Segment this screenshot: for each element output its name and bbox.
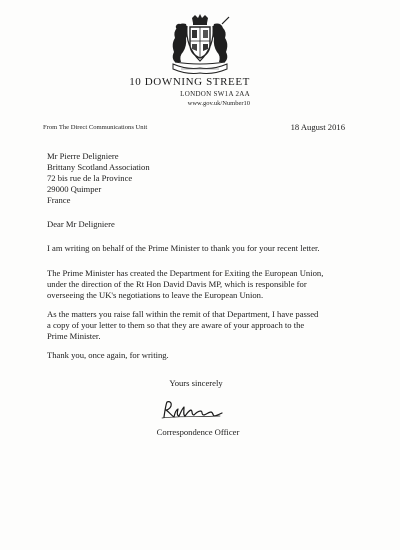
body-paragraph	[47, 243, 367, 254]
recipient-line: France	[47, 195, 71, 205]
body-line: overseeing the UK's negotiations to leave the European Union.	[47, 290, 264, 300]
body-line: I am writing on behalf of the Prime Minister to thank you for your recent letter.	[47, 243, 320, 253]
royal-coat-of-arms-icon	[159, 14, 241, 76]
body-line: a copy of your letter to them so that they are aware of your approach to the	[47, 320, 305, 330]
recipient-line: 29000 Quimper	[47, 184, 102, 194]
sign-off: Yours sincerely	[169, 378, 223, 388]
body-line: Prime Minister.	[47, 331, 101, 341]
letterhead-city: LONDON SW1A 2AA	[180, 90, 250, 98]
handwritten-signature	[158, 398, 228, 422]
recipient-line: Brittany Scotland Association	[47, 162, 150, 172]
from-unit: From The Direct Communications Unit	[43, 124, 148, 131]
body-line: As the matters you raise fall within the remit of that Department, I have passed	[47, 309, 319, 319]
body-line: under the direction of the Rt Hon David Davis MP, which is responsible for	[47, 279, 307, 289]
recipient-line: Mr Pierre Deligniere	[47, 151, 119, 161]
letterhead-address	[50, 76, 250, 108]
recipient-line: 72 bis rue de la Province	[47, 173, 133, 183]
letterhead-website: www.gov.uk/Number10	[187, 100, 250, 107]
letter-date: 18 August 2016	[290, 122, 345, 132]
salutation: Dear Mr Deligniere	[47, 219, 115, 229]
body-paragraph	[47, 350, 367, 361]
body-line: Thank you, once again, for writing.	[47, 350, 169, 360]
body-paragraph	[47, 309, 367, 342]
signatory-title: Correspondence Officer	[156, 427, 240, 437]
letterhead-street: 10 DOWNING STREET	[129, 76, 250, 88]
body-line: The Prime Minister has created the Department for Exiting the European Union,	[47, 268, 324, 278]
body-paragraph	[47, 268, 367, 301]
recipient-address	[47, 151, 150, 206]
